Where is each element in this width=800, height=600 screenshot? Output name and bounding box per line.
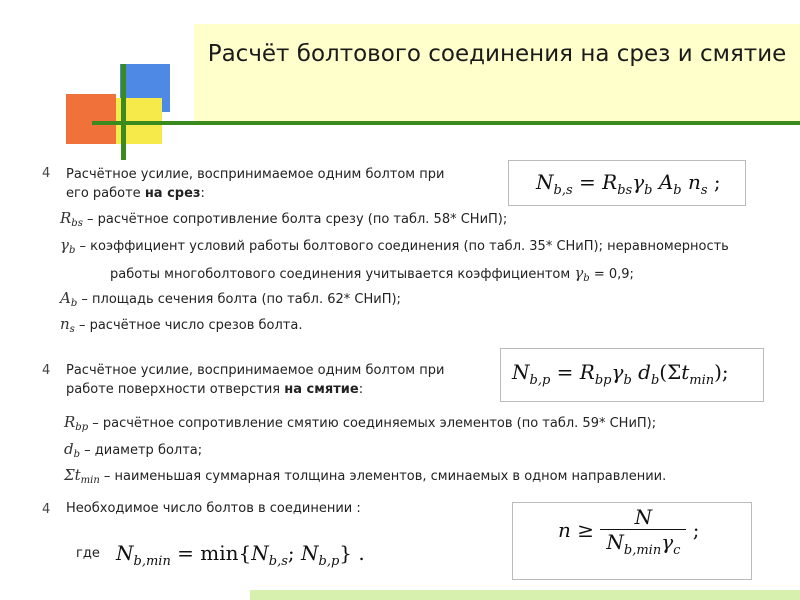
formula-count: n ≥ $\frac{N}{N_{b,min}\gamma_c}$ ; [558, 505, 700, 558]
section3-text: Необходимое число болтов в соединении : [66, 501, 361, 516]
formula-shear: $N_{b,s} = R_{bs}\gamma_b$ $A_b$ $n_s$ ; [536, 170, 721, 198]
horizontal-green-line [92, 121, 800, 125]
section1-text [66, 165, 466, 203]
orange-square-decoration [66, 94, 116, 144]
def-ab: $A_b$ – площадь сечения болта (по табл. 62* СНиП); [60, 289, 401, 309]
bullet-icon: 4 [42, 502, 51, 517]
section2-line1: Расчётное усилие, воспринимаемое одним болтом при [66, 363, 445, 378]
formula-min: $N_{b,min} = \min\{N_{b,s}$; $N_{b,p}$} . [116, 541, 365, 569]
section1-line2-bold: на срез [144, 186, 201, 201]
section2-text [66, 361, 486, 399]
section1-line2-pre: его работе [66, 186, 145, 201]
bottom-decoration-band [250, 590, 800, 600]
section2-line2-bold: на смятие [284, 382, 359, 397]
bullet-icon: 4 [42, 166, 51, 181]
def-gamma-b-continued: работы многоболтового соединения учитывается коэффициентом $\gamma_b = 0,9$; [110, 264, 634, 284]
def-ns: $n_s$ – расчётное число срезов болта. [60, 315, 303, 335]
section2-line2-post: : [358, 382, 364, 397]
section1-line1: Расчётное усилие, воспринимаемое одним болтом при [66, 167, 445, 182]
section1-line2-post: : [200, 186, 205, 201]
slide-title: Расчёт болтового соединения на срез и смятие [207, 41, 787, 67]
section2-line2-pre: работе поверхности отверстия [66, 382, 285, 397]
vertical-green-line [121, 64, 126, 160]
def-rbs: $R_{bs}$ – расчётное сопротивление болта срезу (по табл. 58* СНиП); [60, 209, 508, 229]
def-gamma-b: $\gamma_b$ – коэффициент условий работы болтового соединения (по табл. 35* СНиП); неравномерность [60, 236, 729, 256]
fraction: $\frac{N}{N_{b,min}\gamma_c}$ [600, 505, 686, 558]
where-label: где [76, 546, 100, 561]
def-db: $d_b$ – диаметр болта; [64, 440, 203, 460]
formula-bearing: $N_{b,p} = R_{bp}\gamma_b$ $d_b(\Sigma t_{min})$; [512, 360, 729, 388]
def-rbp: $R_{bp}$ – расчётное сопротивление смятию соединяемых элементов (по табл. 59* СНиП); [64, 413, 657, 433]
bullet-icon: 4 [42, 363, 51, 378]
def-tmin: $\Sigma t_{min}$ – наименьшая суммарная толщина элементов, сминаемых в одном направлении. [64, 466, 667, 486]
